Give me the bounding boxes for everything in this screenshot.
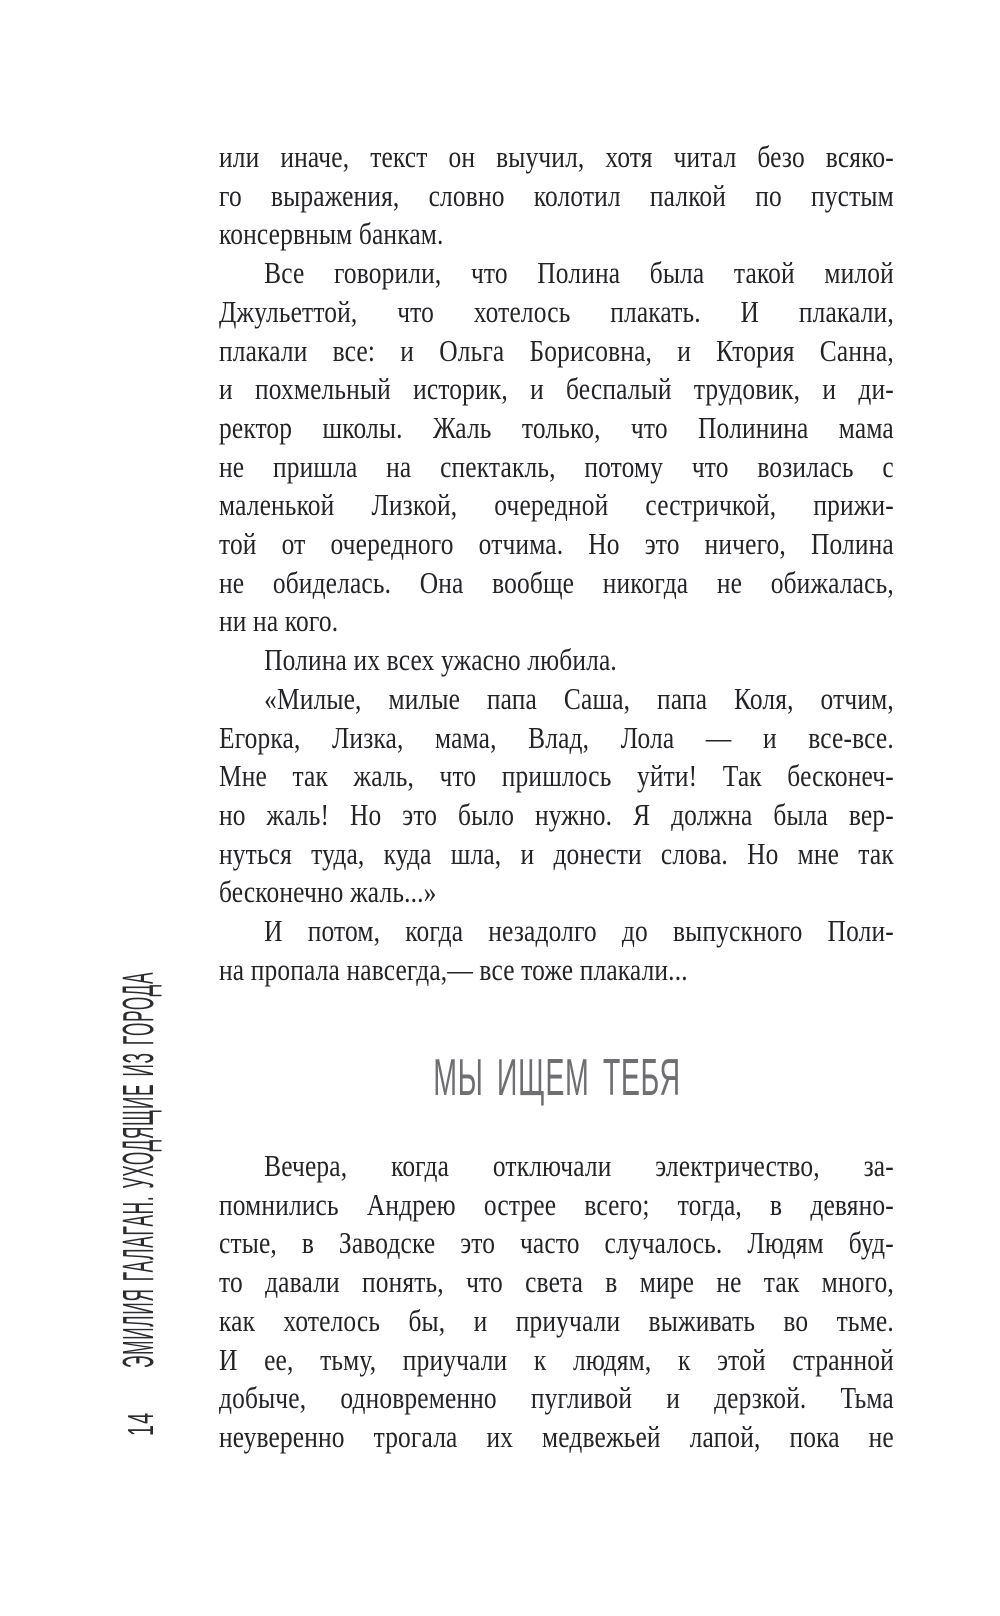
margin-book-title xyxy=(114,966,163,1368)
margin-book-title-text: ЭМИЛИЯ ГАЛАГАН. УХОДЯЩИЕ ИЗ ГОРОДА xyxy=(114,971,163,1368)
text-line: плакали все: и Ольга Борисовна, и Ктория Санна, xyxy=(219,332,894,368)
text-line: И потом, когда незадолго до выпускного Поли- xyxy=(264,913,894,949)
text-line: маленькой Лизкой, очередной сестричкой, прижи- xyxy=(219,487,894,523)
text-line: «Милые, милые папа Саша, папа Коля, отчим, xyxy=(264,680,894,716)
text-line: как хотелось бы, и приучали выживать во тьме. xyxy=(219,1302,894,1338)
text-line: стые, в Заводске это часто случалось. Людям буд- xyxy=(219,1225,894,1261)
page-number xyxy=(121,1392,161,1436)
text-line: Джульеттой, что хотелось плакать. И плакали, xyxy=(219,293,894,329)
text-block-lower xyxy=(219,1147,894,1457)
text-line: бесконечно жаль...» xyxy=(219,874,437,910)
text-line: И ее, тьму, приучали к людям, к этой странной xyxy=(219,1341,894,1377)
chapter-heading-text: МЫ ИЩЕМ ТЕБЯ xyxy=(432,1049,681,1107)
text-line: Все говорили, что Полина была такой милой xyxy=(264,255,894,291)
text-line: Егорка, Лизка, мама, Влад, Лола — и все-все. xyxy=(219,719,894,755)
text-line: Полина их всех ужасно любила. xyxy=(264,642,617,678)
text-line: помнились Андрею острее всего; тогда, в девяно- xyxy=(219,1186,894,1222)
text-line: или иначе, текст он выучил, хотя читал безо всяко- xyxy=(219,139,894,174)
text-line: Мне так жаль, что пришлось уйти! Так бесконеч- xyxy=(219,758,894,794)
text-line: не пришла на спектакль, потому что возилась с xyxy=(219,448,894,484)
text-block-upper xyxy=(219,138,894,989)
text-line: не обиделась. Она вообще никогда не обижалась, xyxy=(219,564,894,600)
text-line: неуверенно трогала их медвежьей лапой, пока не xyxy=(219,1418,894,1454)
text-line: Вечера, когда отключали электричество, за- xyxy=(264,1148,894,1183)
text-line: и похмельный историк, и беспалый трудовик, и ди- xyxy=(219,371,894,407)
text-line: той от очередного отчима. Но это ничего, Полина xyxy=(219,526,894,562)
text-line: на пропала навсегда,— все тоже плакали... xyxy=(219,951,688,987)
text-line: консервным банкам. xyxy=(219,216,444,252)
text-line: то давали понять, что света в мире не так много, xyxy=(219,1264,894,1300)
text-line: го выражения, словно колотил палкой по пустым xyxy=(219,177,894,213)
page-number-text: 14 xyxy=(120,1411,161,1436)
text-line: добыче, одновременно пугливой и дерзкой. Тьма xyxy=(219,1380,894,1416)
text-line: ни на кого. xyxy=(219,603,339,639)
text-line: но жаль! Но это было нужно. Я должна была вер- xyxy=(219,796,894,832)
text-line: ректор школы. Жаль только, что Полинина мама xyxy=(219,409,894,445)
chapter-heading xyxy=(219,1048,894,1108)
text-line: нуться туда, куда шла, и донести слова. Но мне так xyxy=(219,835,894,871)
